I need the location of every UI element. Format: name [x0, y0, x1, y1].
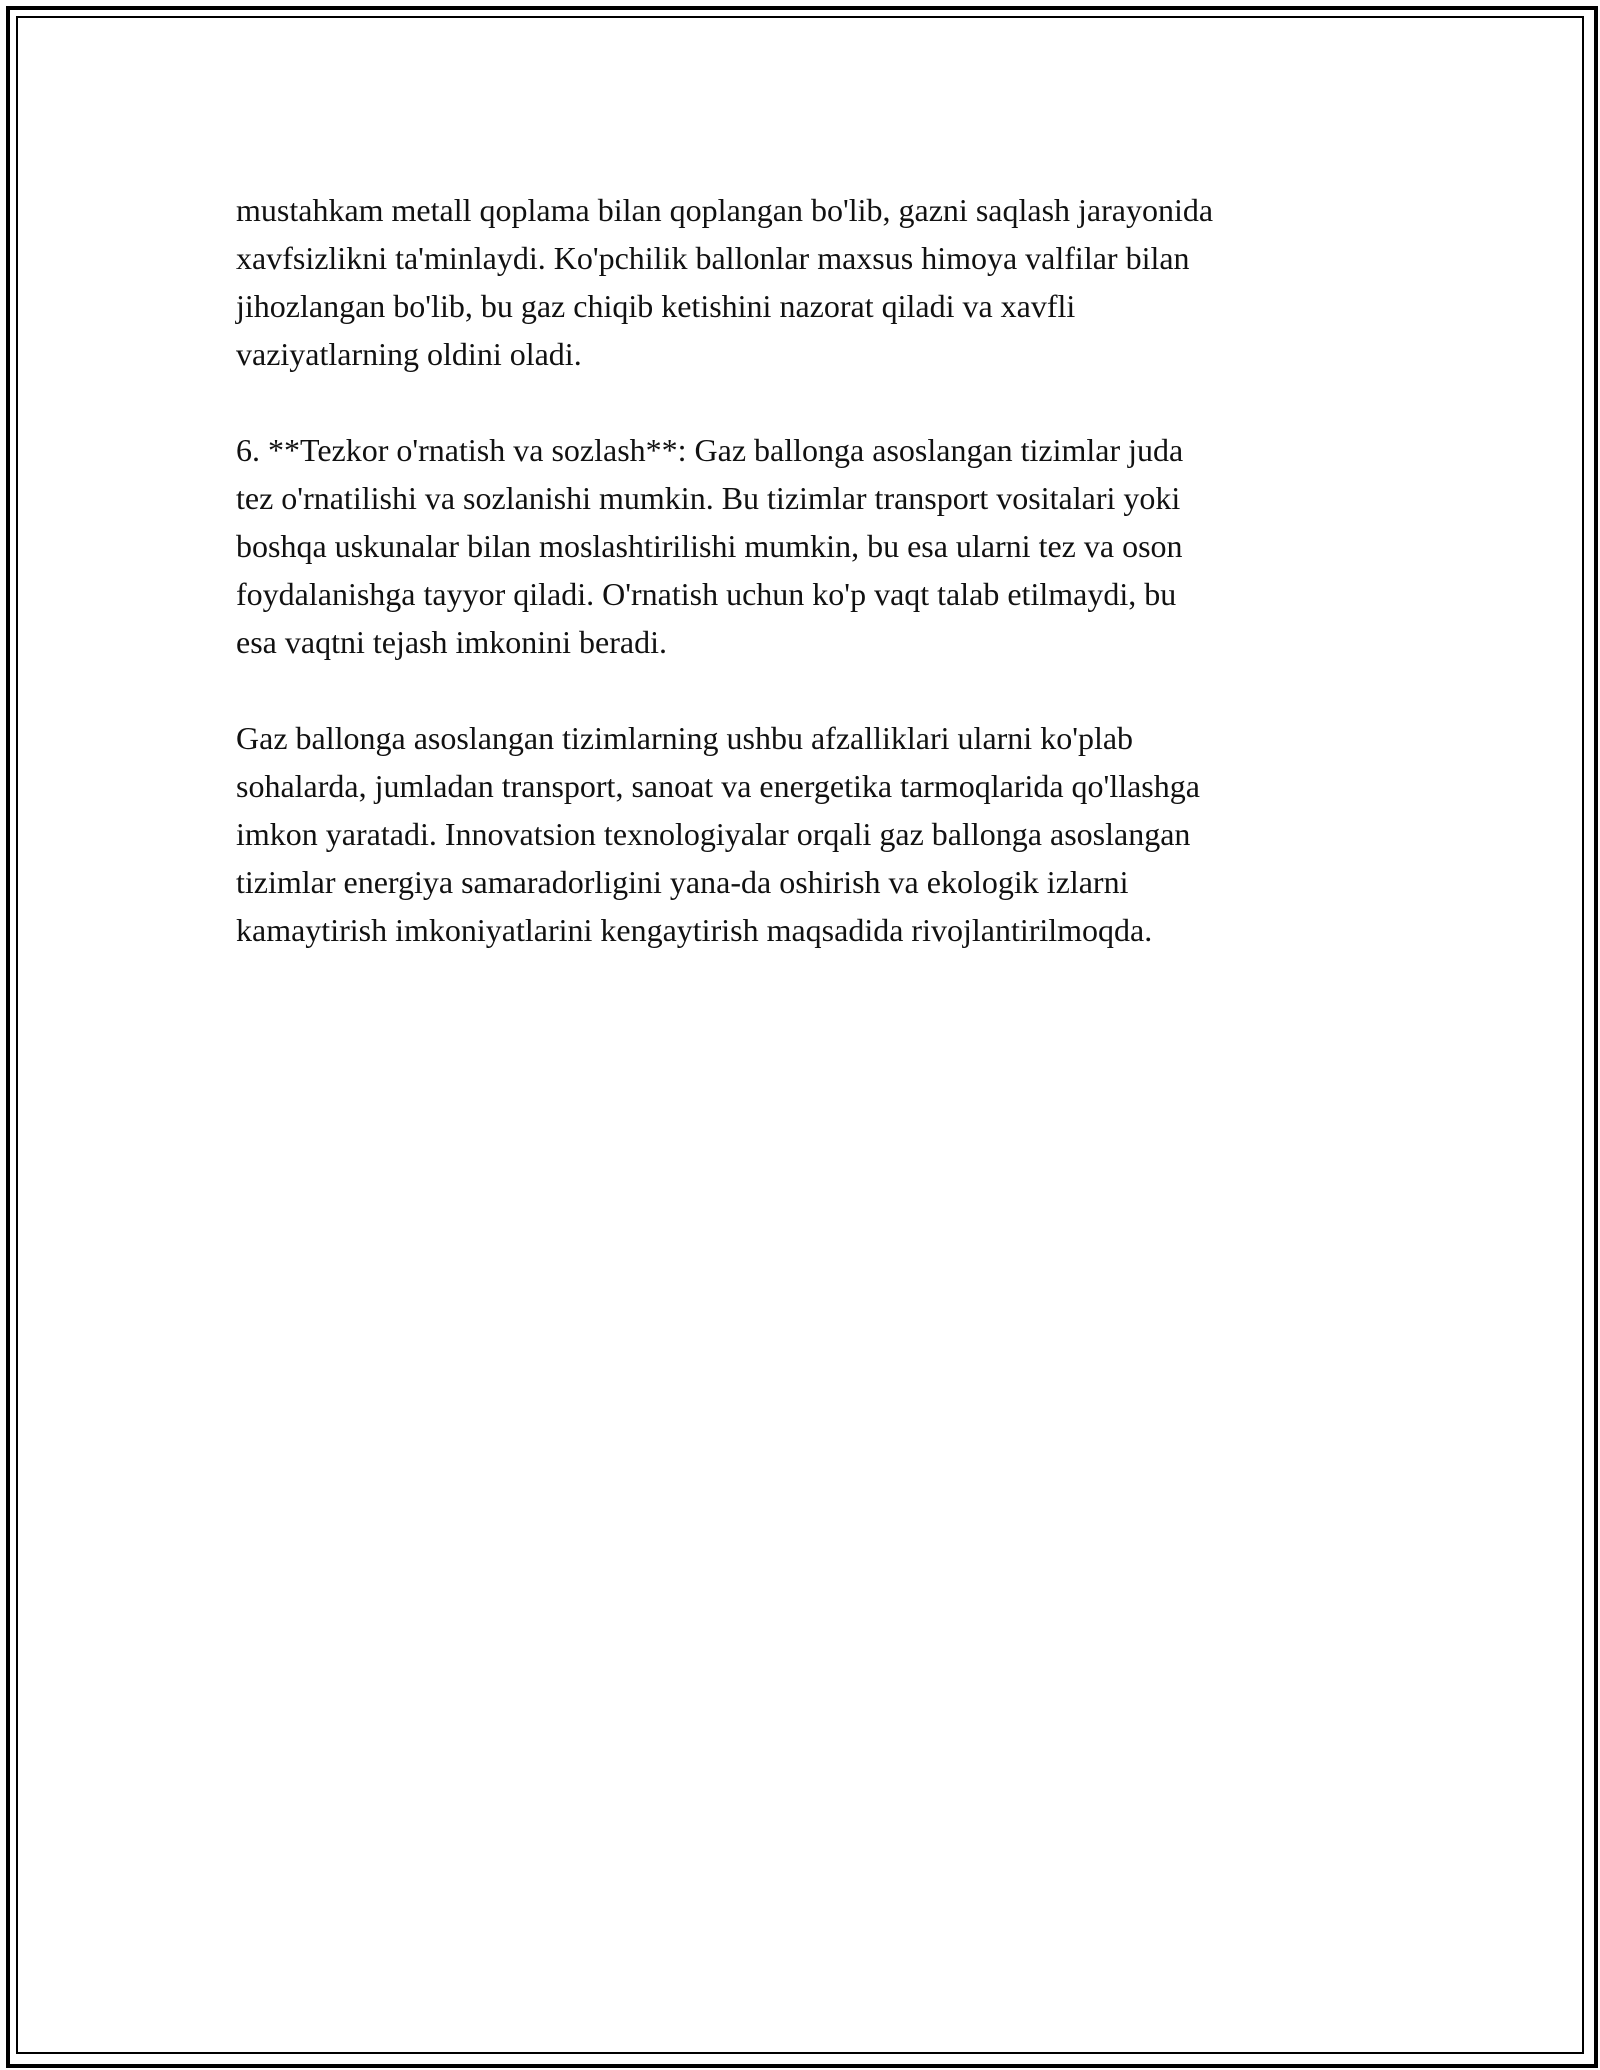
text-line: kamaytirish imkoniyatlarini kengaytirish maqsadida rivojlantirilmoqda. — [236, 912, 1153, 948]
text-line: tez o'rnatilishi va sozlanishi mumkin. Bu tizimlar transport vositalari yoki — [236, 480, 1181, 516]
text-line: foydalanishga tayyor qiladi. O'rnatish uchun ko'p vaqt talab etilmaydi, bu — [236, 576, 1177, 612]
paragraph-quick-installation — [236, 426, 1376, 666]
document-body — [236, 186, 1376, 1002]
text-line: sohalarda, jumladan transport, sanoat va energetika tarmoqlarida qo'llashga — [236, 768, 1200, 804]
paragraph-safety — [236, 186, 1376, 378]
text-line: mustahkam metall qoplama bilan qoplangan bo'lib, gazni saqlash jarayonida — [236, 192, 1214, 228]
text-line: Gaz ballonga asoslangan tizimlarning ushbu afzalliklari ularni ko'plab — [236, 720, 1134, 756]
text-line: tizimlar energiya samaradorligini yana-da oshirish va ekologik izlarni — [236, 864, 1129, 900]
text-line: imkon yaratadi. Innovatsion texnologiyalar orqali gaz ballonga asoslangan — [236, 816, 1191, 852]
text-line: boshqa uskunalar bilan moslashtirilishi mumkin, bu esa ularni tez va oson — [236, 528, 1183, 564]
text-line: esa vaqtni tejash imkonini beradi. — [236, 624, 667, 660]
text-line: 6. **Tezkor o'rnatish va sozlash**: Gaz ballonga asoslangan tizimlar juda — [236, 432, 1184, 468]
paragraph-conclusion — [236, 714, 1376, 954]
text-line: jihozlangan bo'lib, bu gaz chiqib ketishini nazorat qiladi va xavfli — [236, 288, 1076, 324]
text-line: xavfsizlikni ta'minlaydi. Ko'pchilik ballonlar maxsus himoya valfilar bilan — [236, 240, 1190, 276]
text-line: vaziyatlarning oldini oladi. — [236, 336, 582, 372]
